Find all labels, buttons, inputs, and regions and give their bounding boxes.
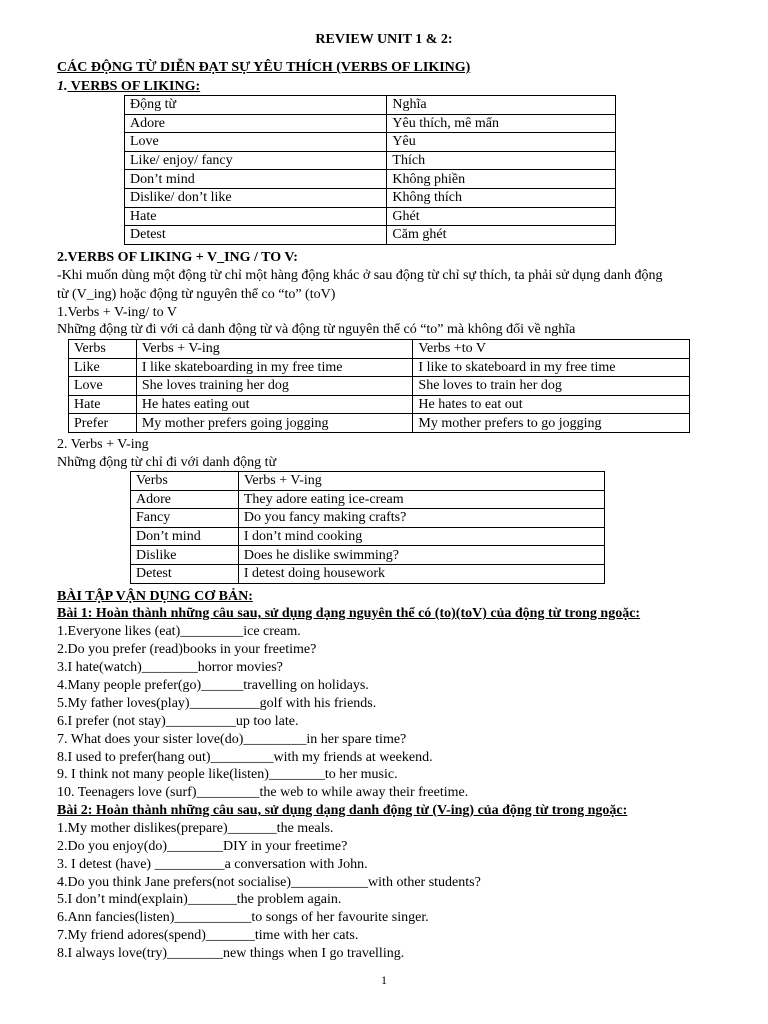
section-1-number: 1.	[57, 79, 68, 94]
page-title: REVIEW UNIT 1 & 2:	[315, 32, 453, 47]
table-row	[131, 472, 605, 491]
exercise-1-item: 1.Everyone likes (eat)_________ice cream.	[57, 624, 301, 639]
table-row	[125, 188, 616, 207]
table-row	[69, 358, 690, 377]
table-cell: He hates eating out	[136, 395, 413, 414]
exercise-1-item: 7. What does your sister love(do)_________in her spare time?	[57, 732, 407, 747]
section-2-heading: 2.VERBS OF LIKING + V_ING / TO V:	[57, 250, 298, 265]
table-row	[131, 490, 605, 509]
exercise-1-item: 8.I used to prefer(hang out)_________with my friends at weekend.	[57, 750, 433, 765]
table-cell: They adore eating ice-cream	[238, 490, 604, 509]
subsection-2-heading: 2. Verbs + V-ing	[57, 437, 149, 452]
table-row	[69, 340, 690, 359]
table-cell: She loves to train her dog	[413, 377, 690, 396]
table-row	[125, 151, 616, 170]
table-cell: Hate	[69, 395, 137, 414]
table-row	[125, 207, 616, 226]
table-row	[125, 133, 616, 152]
table-cell: Verbs + V-ing	[238, 472, 604, 491]
section-2-paragraph-line-2: từ (V_ing) hoặc động từ nguyên thể co “to” (toV)	[57, 287, 336, 302]
table-cell: Yêu thích, mê mẩn	[387, 114, 616, 133]
verbs-of-liking-table	[124, 95, 616, 245]
exercise-2-title: Bài 2: Hoàn thành những câu sau, sử dụng dạng danh động từ (V-ing) của động từ trong ngoặc:	[57, 803, 628, 818]
exercise-2-item: 4.Do you think Jane prefers(not socialise)___________with other students?	[57, 875, 481, 890]
subsection-1-heading: 1.Verbs + V-ing/ to V	[57, 305, 178, 320]
table-row	[69, 395, 690, 414]
exercise-2-item: 2.Do you enjoy(do)________DIY in your freetime?	[57, 839, 348, 854]
table-row	[131, 564, 605, 583]
section-1-heading	[57, 78, 200, 95]
table-row	[131, 546, 605, 565]
exercise-1-item: 2.Do you prefer (read)books in your freetime?	[57, 642, 317, 657]
table-cell: Do you fancy making crafts?	[238, 509, 604, 528]
table-row	[69, 377, 690, 396]
table-cell: He hates to eat out	[413, 395, 690, 414]
subsection-2-description: Những động từ chỉ đi với danh động từ	[57, 455, 277, 470]
exercise-1-item: 5.My father loves(play)__________golf with his friends.	[57, 696, 377, 711]
table-cell: Verbs	[69, 340, 137, 359]
exercise-2-item: 1.My mother dislikes(prepare)_______the meals.	[57, 821, 334, 836]
exercise-1-item: 3.I hate(watch)________horror movies?	[57, 660, 283, 675]
table-cell: Does he dislike swimming?	[238, 546, 604, 565]
table-cell: Prefer	[69, 414, 137, 433]
exercise-1-title: Bài 1: Hoàn thành những câu sau, sử dụng dạng nguyên thể có (to)(toV) của động từ trong ngoặc:	[57, 606, 641, 621]
table-cell: Thích	[387, 151, 616, 170]
exercise-2-item: 8.I always love(try)________new things when I go travelling.	[57, 946, 405, 961]
table-cell: My mother prefers going jogging	[136, 414, 413, 433]
exercise-2-item: 3. I detest (have) __________a conversation with John.	[57, 857, 368, 872]
table-row	[69, 414, 690, 433]
table-cell: Nghĩa	[387, 96, 616, 115]
table-cell: Động từ	[125, 96, 387, 115]
verbs-ving-only-table	[130, 471, 605, 584]
table-cell: Yêu	[387, 133, 616, 152]
table-cell: Verbs	[131, 472, 239, 491]
table-cell: Don’t mind	[125, 170, 387, 189]
table-cell: Detest	[131, 564, 239, 583]
table-cell: Ghét	[387, 207, 616, 226]
table-cell: Dislike/ don’t like	[125, 188, 387, 207]
table-cell: Dislike	[131, 546, 239, 565]
exercises-heading: BÀI TẬP VẬN DỤNG CƠ BẢN:	[57, 589, 253, 604]
page-number: 1	[381, 973, 387, 987]
table-cell: Love	[69, 377, 137, 396]
table-cell: Verbs + V-ing	[136, 340, 413, 359]
table-cell: Verbs +to V	[413, 340, 690, 359]
table-cell: I don’t mind cooking	[238, 527, 604, 546]
table-cell: Fancy	[131, 509, 239, 528]
table-row	[125, 114, 616, 133]
section-2-paragraph-line-1: -Khi muốn dùng một động từ chỉ một hàng động khác ở sau động từ chỉ sự thích, ta phải sử dụng danh động	[57, 268, 663, 283]
exercise-2-item: 6.Ann fancies(listen)___________to songs of her favourite singer.	[57, 910, 429, 925]
table-cell: Don’t mind	[131, 527, 239, 546]
exercise-1-item: 4.Many people prefer(go)______travelling on holidays.	[57, 678, 369, 693]
table-row	[131, 527, 605, 546]
table-cell: My mother prefers to go jogging	[413, 414, 690, 433]
table-cell: Căm ghét	[387, 226, 616, 245]
table-row	[125, 226, 616, 245]
table-row	[125, 96, 616, 115]
table-cell: Không phiền	[387, 170, 616, 189]
table-cell: Like	[69, 358, 137, 377]
table-cell: She loves training her dog	[136, 377, 413, 396]
exercise-2-item: 5.I don’t mind(explain)_______the problem again.	[57, 892, 342, 907]
table-cell: I like skateboarding in my free time	[136, 358, 413, 377]
table-cell: Adore	[125, 114, 387, 133]
table-cell: Không thích	[387, 188, 616, 207]
main-heading: CÁC ĐỘNG TỪ DIỄN ĐẠT SỰ YÊU THÍCH (VERBS OF LIKING)	[57, 60, 471, 75]
table-cell: Like/ enjoy/ fancy	[125, 151, 387, 170]
subsection-1-description: Những động từ đi với cả danh động từ và động từ nguyên thể có “to” mà không đổi về nghĩa	[57, 322, 576, 337]
table-cell: I detest doing housework	[238, 564, 604, 583]
section-1-title: VERBS OF LIKING:	[67, 79, 201, 94]
exercise-1-item: 10. Teenagers love (surf)_________the web to while away their freetime.	[57, 785, 469, 800]
table-row	[125, 170, 616, 189]
verbs-ving-tov-table	[68, 339, 690, 433]
exercise-2-item: 7.My friend adores(spend)_______time with her cats.	[57, 928, 359, 943]
table-cell: Love	[125, 133, 387, 152]
table-cell: Adore	[131, 490, 239, 509]
table-cell: Detest	[125, 226, 387, 245]
table-row	[131, 509, 605, 528]
exercise-1-item: 6.I prefer (not stay)__________up too late.	[57, 714, 299, 729]
table-cell: I like to skateboard in my free time	[413, 358, 690, 377]
table-cell: Hate	[125, 207, 387, 226]
exercise-1-item: 9. I think not many people like(listen)________to her music.	[57, 767, 398, 782]
